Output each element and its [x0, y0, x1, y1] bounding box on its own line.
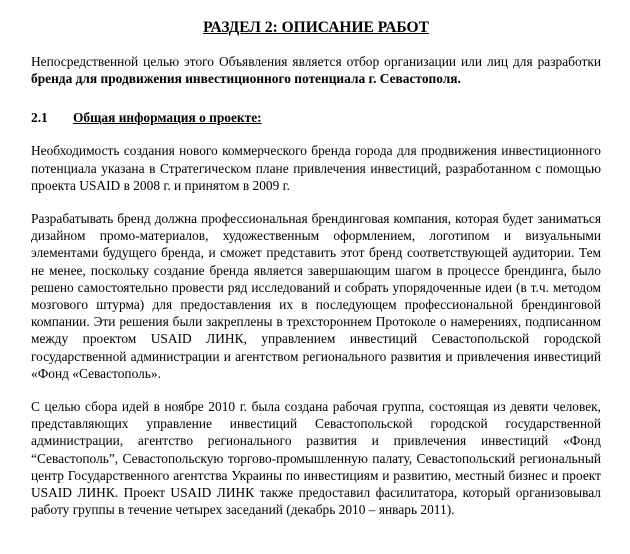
subsection-heading: [31, 109, 601, 127]
paragraph-branding: Разрабатывать бренд должна профессиональная брендинговая компания, которая будет заниматься дизайном промо-материалов, художественным оформлением, логотипом и визуальными элементами будущего бренда, и сможет представить этот бренд соответствующей аудитории. Тем не менее, поскольку создание бренда является завершающим шагом в процессе брендинга, было решено самостоятельно провести ряд исследований и собрать упорядоченные идеи (в т.ч. методом мозгового штурма) для предоставления их в последующем профессиональной брендинговой компании. Эти решения были закреплены в трехстороннем Протоколе о намерениях, подписанном между проектом USAID ЛИНК, управлением инвестиций Севастопольской городской государственной администрации и агентством регионального развития и привлечения инвестиций «Фонд «Севастополь».: [31, 211, 601, 381]
intro-paragraph: [31, 53, 601, 87]
document-page: [31, 18, 601, 518]
paragraph-need: Необходимость создания нового коммерческого бренда города для продвижения инвестиционного потенциала указана в Стратегическом плане привлечения инвестиций, разработанном с помощью проекта USAID в 2008 г. и принятом в 2009 г.: [31, 143, 601, 193]
intro-bold-text: бренда для продвижения инвестиционного потенциала г. Севастополя.: [31, 71, 461, 87]
paragraph-working-group: С целью сбора идей в ноябре 2010 г. была создана рабочая группа, состоящая из девяти человек, представляющих управление инвестиций Севастопольской городской государственной администрации, агентство регионального развития и привлечения инвестиций «Фонд “Севастополь”, Севастопольскую торгово-промышленную палату, Севастопольский региональный центр Государственного агентства Украины по инвестициям и развитию, местный бизнес и проект USAID ЛИНК. Проект USAID ЛИНК также предоставил фасилитатора, который организовывал работу группы в течение четырех заседаний (декабрь 2010 – январь 2011).: [31, 399, 601, 518]
subsection-number: 2.1: [31, 110, 48, 126]
intro-text: Непосредственной целью этого Объявления является отбор организации или лиц для разработки: [31, 54, 601, 69]
subsection-title: Общая информация о проекте:: [73, 110, 262, 126]
section-title: РАЗДЕЛ 2: ОПИСАНИЕ РАБОТ: [203, 19, 429, 36]
